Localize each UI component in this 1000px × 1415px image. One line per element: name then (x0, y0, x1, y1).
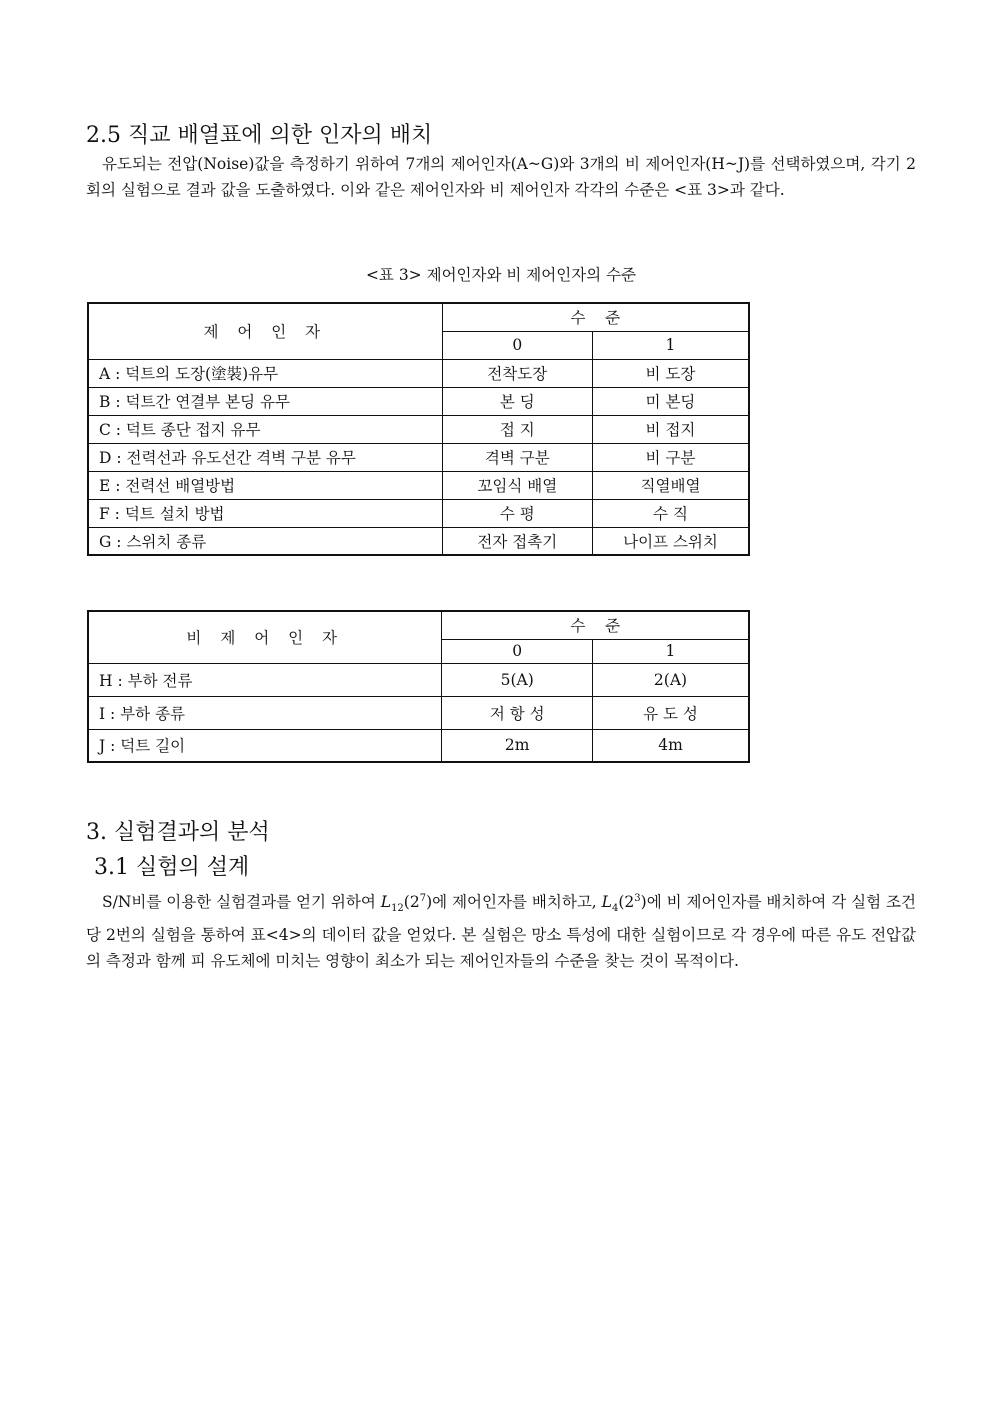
noise-factor-header: 비 제 어 인 자 (88, 611, 442, 663)
factor-cell: B : 덕트간 연결부 본딩 유무 (88, 387, 442, 415)
table-row (88, 696, 749, 729)
level-0-cell: 수 평 (442, 499, 592, 527)
noise-factor-table (87, 610, 750, 763)
table-row (88, 729, 749, 762)
level-1-cell: 2(A) (592, 663, 749, 696)
level-0-cell: 전착도장 (442, 359, 592, 387)
table-row (88, 387, 749, 415)
section-3-1-paragraph (86, 886, 916, 974)
level-header: 수 준 (442, 303, 749, 331)
l12-notation: $L_{12}(2^7)$ (380, 893, 433, 915)
factor-cell: D : 전력선과 유도선간 격벽 구분 유무 (88, 443, 442, 471)
level-0-header: 0 (442, 639, 593, 663)
factor-cell: A : 덕트의 도장(塗裝)유무 (88, 359, 442, 387)
level-0-cell: 본 딩 (442, 387, 592, 415)
table-row (88, 415, 749, 443)
factor-cell: F : 덕트 설치 방법 (88, 499, 442, 527)
level-1-cell: 비 구분 (592, 443, 749, 471)
factor-cell: I : 부하 종류 (88, 696, 442, 729)
table3-caption: <표 3> 제어인자와 비 제어인자의 수준 (365, 266, 637, 284)
section-2-5-paragraph: 유도되는 전압(Noise)값을 측정하기 위하여 7개의 제어인자(A~G)와 3개의 비 제어인자(H~J)를 선택하였으며, 각기 2회의 실험으로 결과 값을 도출하였다. 이와 같은 제어인자와 비 제어인자 각각의 수준은 <표 3>과 같다. (86, 155, 916, 199)
level-0-cell: 전자 접촉기 (442, 527, 592, 555)
level-1-header: 1 (592, 331, 749, 359)
table-row (88, 663, 749, 696)
table-row (88, 471, 749, 499)
table-row (88, 359, 749, 387)
table-row (88, 443, 749, 471)
level-1-cell: 미 본딩 (592, 387, 749, 415)
paragraph-text: S/N비를 이용한 실험결과를 얻기 위하여 (102, 893, 381, 912)
level-1-cell: 직열배열 (592, 471, 749, 499)
table-row (88, 527, 749, 555)
level-0-cell: 격벽 구분 (442, 443, 592, 471)
factor-cell: C : 덕트 종단 접지 유무 (88, 415, 442, 443)
subsection-heading-3-1: 3.1 실험의 설계 (94, 855, 250, 880)
level-0-cell: 2m (442, 729, 593, 762)
factor-cell: H : 부하 전류 (88, 663, 442, 696)
level-0-cell: 꼬임식 배열 (442, 471, 592, 499)
level-1-cell: 나이프 스위치 (592, 527, 749, 555)
table-row (88, 499, 749, 527)
level-1-cell: 비 접지 (592, 415, 749, 443)
factor-cell: E : 전력선 배열방법 (88, 471, 442, 499)
level-1-cell: 비 도장 (592, 359, 749, 387)
level-0-cell: 접 지 (442, 415, 592, 443)
paragraph-text: 에 제어인자를 배치하고, (432, 893, 602, 912)
level-1-cell: 4m (592, 729, 749, 762)
factor-cell: J : 덕트 길이 (88, 729, 442, 762)
control-factor-header: 제 어 인 자 (88, 303, 442, 359)
paragraph-text: 에 비 제어인자를 배치하여 각 실험 조건당 2번의 실험을 통하여 표<4>의 데이터 값을 얻었다. 본 실험은 망소 특성에 대한 실험이므로 각 경우에 따른 유도 전압값의 측정과 함께 피 유도체에 미치는 영향이 최소가 되는 제어인자들의 수준을 찾는 것이 목적이다. (86, 893, 916, 971)
level-1-cell: 유 도 성 (592, 696, 749, 729)
level-0-header: 0 (442, 331, 592, 359)
level-0-cell: 저 항 성 (442, 696, 593, 729)
level-1-cell: 수 직 (592, 499, 749, 527)
level-header: 수 준 (442, 611, 749, 639)
section-heading-2-5: 2.5 직교 배열표에 의한 인자의 배치 (86, 123, 433, 148)
section-heading-3: 3. 실험결과의 분석 (86, 820, 270, 845)
control-factor-table (87, 302, 750, 556)
level-1-header: 1 (592, 639, 749, 663)
level-0-cell: 5(A) (442, 663, 593, 696)
factor-cell: G : 스위치 종류 (88, 527, 442, 555)
l4-notation: $L_4(2^3)$ (601, 893, 647, 915)
